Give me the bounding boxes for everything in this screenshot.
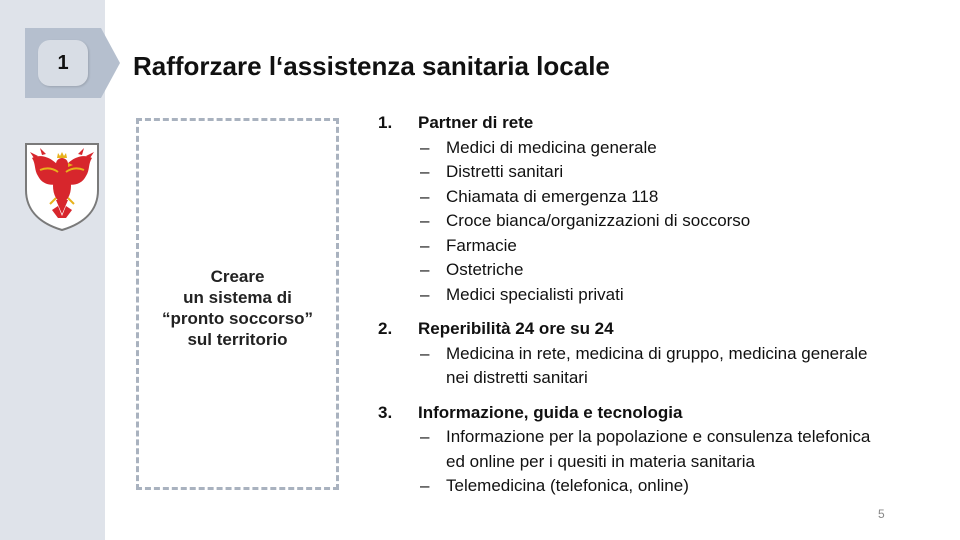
list-item: – Medici di medicina generale — [418, 136, 878, 161]
list-item: – Croce bianca/organizzazioni di soccorso — [418, 209, 878, 234]
section-number: 3. — [378, 402, 393, 422]
list-item: – Ostetriche — [418, 258, 878, 283]
page-number: 5 — [878, 507, 885, 521]
list-item: – Farmacie — [418, 234, 878, 259]
slide-number-badge: 1 — [38, 40, 88, 86]
list-item: – Distretti sanitari — [418, 160, 878, 185]
slide-title: Rafforzare l‘assistenza sanitaria locale — [133, 51, 610, 81]
box-line: Creare — [210, 267, 265, 286]
section-number: 2. — [378, 319, 393, 338]
list-item: – Chiamata di emergenza 118 — [418, 185, 878, 210]
section-number: 1. — [378, 113, 393, 132]
section-title: Reperibilità 24 ore su 24 — [418, 319, 614, 338]
section-title: Informazione, guida e tecnologia — [418, 402, 683, 422]
box-line: “pronto soccorso” — [161, 309, 314, 328]
section-partner-di-rete — [378, 111, 878, 307]
list-item: – Informazione per la popolazione e consulenza telefonica ed online per i quesiti in materia sanitaria — [418, 425, 878, 474]
section-informazione — [378, 401, 878, 499]
coat-of-arms-icon — [22, 140, 102, 232]
highlight-box — [136, 118, 339, 490]
highlight-box-text — [162, 266, 313, 350]
list-item: – Telemedicina (telefonica, online) — [418, 474, 878, 499]
section-title: Partner di rete — [418, 113, 534, 132]
list-item: – Medicina in rete, medicina di gruppo, medicina generale nei distretti sanitari — [418, 342, 878, 391]
list-item: – Medici specialisti privati — [418, 283, 878, 308]
box-line: sul territorio — [187, 330, 288, 349]
content-list — [378, 111, 878, 499]
section-reperibilita — [378, 317, 878, 391]
box-line: un sistema di — [183, 288, 292, 307]
